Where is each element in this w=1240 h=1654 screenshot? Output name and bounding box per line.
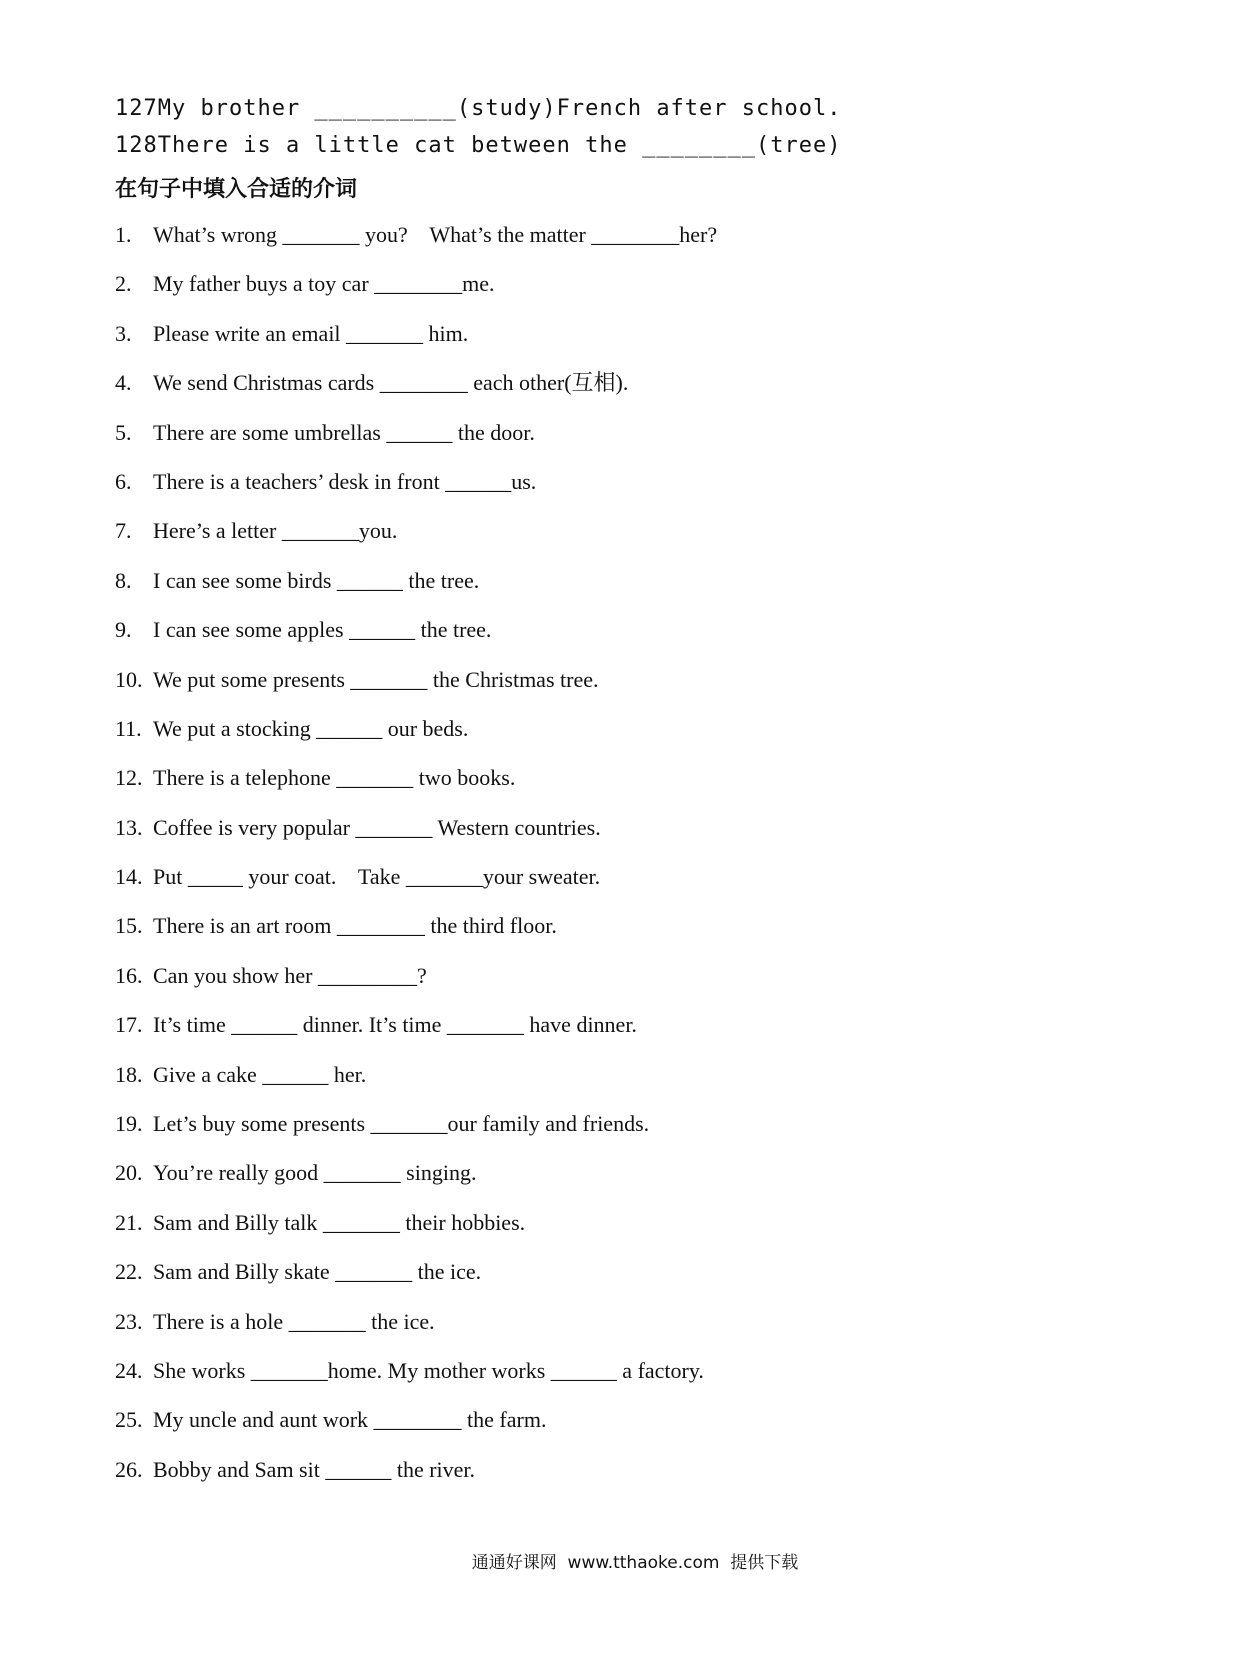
exercise-text: My father buys a toy car ________me. <box>153 271 495 297</box>
exercise-item <box>115 420 717 469</box>
exercise-item <box>115 469 717 518</box>
exercise-item <box>115 913 717 962</box>
exercise-number: 12. <box>115 765 143 791</box>
exercise-item <box>115 1210 717 1259</box>
exercise-item <box>115 568 717 617</box>
exercise-number: 14. <box>115 864 143 890</box>
exercise-text: We put a stocking ______ our beds. <box>153 715 469 741</box>
exercise-item <box>115 321 717 370</box>
exercise-number: 26. <box>115 1456 143 1482</box>
exercise-text: There is a hole _______ the ice. <box>153 1308 435 1334</box>
exercise-text: Let’s buy some presents _______our family and friends. <box>153 1111 650 1137</box>
exercise-text: She works _______home. My mother works ______ a factory. <box>153 1357 704 1383</box>
exercise-text: My uncle and aunt work ________ the farm. <box>153 1407 547 1433</box>
exercise-number: 24. <box>115 1357 143 1383</box>
exercise-number: 18. <box>115 1061 143 1087</box>
exercise-number: 5. <box>115 419 132 445</box>
exercise-item <box>115 617 717 666</box>
exercise-number: 23. <box>115 1308 143 1334</box>
exercise-list <box>115 222 717 1506</box>
exercise-item <box>115 1407 717 1456</box>
footer-credit: 通通好课网 www.tthaoke.com 提供下载 <box>471 1553 799 1573</box>
exercise-text: Give a cake ______ her. <box>153 1061 367 1087</box>
exercise-number: 21. <box>115 1209 143 1235</box>
exercise-item <box>115 1457 717 1506</box>
exercise-number: 2. <box>115 271 132 297</box>
exercise-item <box>115 963 717 1012</box>
exercise-text: Sam and Billy skate _______ the ice. <box>153 1259 482 1285</box>
exercise-number: 9. <box>115 617 132 643</box>
exercise-number: 15. <box>115 913 143 939</box>
exercise-text: We send Christmas cards ________ each other(互相). <box>153 370 629 396</box>
exercise-number: 25. <box>115 1407 143 1433</box>
exercise-item <box>115 1012 717 1061</box>
exercise-text: There is an art room ________ the third floor. <box>153 913 557 939</box>
exercise-text: Please write an email _______ him. <box>153 320 469 346</box>
exercise-item <box>115 1062 717 1111</box>
exercise-number: 11. <box>115 715 142 741</box>
exercise-text: I can see some birds ______ the tree. <box>153 567 480 593</box>
exercise-text: There is a teachers’ desk in front ______us. <box>153 468 537 494</box>
exercise-text: Bobby and Sam sit ______ the river. <box>153 1456 476 1482</box>
exercise-item <box>115 1309 717 1358</box>
exercise-number: 10. <box>115 666 143 692</box>
exercise-text: It’s time ______ dinner. It’s time _______ have dinner. <box>153 1012 637 1038</box>
exercise-text: Can you show her _________? <box>153 962 427 988</box>
exercise-item <box>115 815 717 864</box>
exercise-number: 19. <box>115 1111 143 1137</box>
exercise-text: Coffee is very popular _______ Western countries. <box>153 814 601 840</box>
section-heading: 在句子中填入合适的介词 <box>115 177 358 202</box>
exercise-item <box>115 864 717 913</box>
exercise-item <box>115 271 717 320</box>
exercise-text: Sam and Billy talk _______ their hobbies. <box>153 1209 526 1235</box>
exercise-item <box>115 1358 717 1407</box>
exercise-number: 6. <box>115 468 132 494</box>
exercise-text: There is a telephone _______ two books. <box>153 765 516 791</box>
exercise-line-128: 128There is a little cat between the ________(tree) <box>115 133 842 158</box>
exercise-item <box>115 1259 717 1308</box>
exercise-number: 16. <box>115 962 143 988</box>
exercise-text: Here’s a letter _______you. <box>153 518 398 544</box>
exercise-number: 4. <box>115 370 132 396</box>
exercise-text: What’s wrong _______ you? What’s the matter ________her? <box>153 222 718 247</box>
exercise-text: Put _____ your coat. Take _______your sweater. <box>153 864 601 890</box>
exercise-number: 13. <box>115 814 143 840</box>
exercise-number: 3. <box>115 320 132 346</box>
exercise-item <box>115 222 717 271</box>
exercise-item <box>115 716 717 765</box>
exercise-line-127: 127My brother __________(study)French after school. <box>115 96 842 121</box>
exercise-item <box>115 1111 717 1160</box>
exercise-item <box>115 518 717 567</box>
exercise-text: You’re really good _______ singing. <box>153 1160 477 1186</box>
exercise-item <box>115 370 717 419</box>
exercise-item <box>115 667 717 716</box>
exercise-item <box>115 765 717 814</box>
exercise-item <box>115 1160 717 1209</box>
exercise-number: 8. <box>115 567 132 593</box>
exercise-text: We put some presents _______ the Christmas tree. <box>153 666 599 692</box>
exercise-number: 17. <box>115 1012 143 1038</box>
exercise-text: I can see some apples ______ the tree. <box>153 617 492 643</box>
exercise-text: There are some umbrellas ______ the door. <box>153 419 535 445</box>
exercise-number: 20. <box>115 1160 143 1186</box>
exercise-number: 7. <box>115 518 132 544</box>
exercise-number: 22. <box>115 1259 143 1285</box>
exercise-number: 1. <box>115 222 132 247</box>
